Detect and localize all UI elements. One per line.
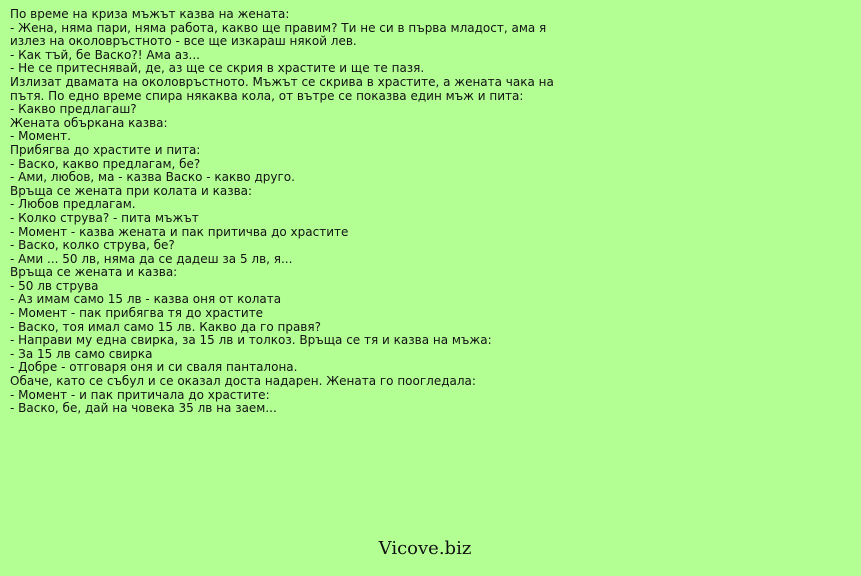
joke-line: Връща се жената при колата и казва:: [10, 183, 253, 198]
joke-line: - Колко струва? - пита мъжът: [10, 210, 199, 225]
joke-line: Обаче, като се събул и се оказал доста надарен. Жената го поогледала:: [10, 374, 476, 389]
joke-line: - За 15 лв само свирка: [10, 346, 153, 361]
joke-line: - Любов предлагам.: [10, 197, 136, 212]
joke-line: - Направи му една свирка, за 15 лв и толкоз. Връща се тя и казва на мъжа:: [10, 333, 492, 348]
joke-line: - Васко, тоя имал само 15 лв. Какво да го правя?: [10, 319, 321, 334]
joke-line: - Васко, колко струва, бе?: [10, 238, 175, 253]
joke-line: - 50 лв струва: [10, 278, 99, 293]
joke-line: - Ами, любов, ма - казва Васко - какво друго.: [10, 170, 295, 185]
joke-line: Прибягва до храстите и пита:: [10, 142, 201, 157]
joke-line: Излизат двамата на околовръстното. Мъжът се скрива в храстите, а жената чака на пътя. По едно време спира някаква кола, от вътре се показва един мъж и пита:: [10, 74, 554, 103]
joke-line: - Не се притеснявай, де, аз ще се скрия в храстите и ще те пазя.: [10, 61, 425, 76]
joke-line: - Жена, няма пари, няма работа, какво ще правим? Ти не си в първа младост, ама я излез на околовръстното - все ще изкараш някой лев.: [10, 20, 547, 49]
joke-line: Връща се жената и казва:: [10, 265, 178, 280]
joke-line: - Какво предлагаш?: [10, 102, 137, 117]
joke-line: - Момент - казва жената и пак притичва до храстите: [10, 224, 349, 239]
joke-line: Жената объркана казва:: [10, 115, 168, 130]
joke-line: - Ами ... 50 лв, няма да се дадеш за 5 лв, я...: [10, 251, 293, 266]
joke-line: - Аз имам само 15 лв - казва оня от колата: [10, 292, 282, 307]
joke-line: - Васко, какво предлагам, бе?: [10, 156, 201, 171]
joke-line: - Васко, бе, дай на човека 35 лв на заем...: [10, 401, 277, 416]
joke-line: По време на криза мъжът казва на жената:: [10, 7, 290, 21]
site-watermark: Vicove.biz: [378, 538, 472, 559]
joke-line: - Момент.: [10, 129, 71, 144]
joke-line: - Добре - отговаря оня и си сваля панталона.: [10, 360, 298, 375]
joke-line: - Момент - и пак притичала до храстите:: [10, 387, 270, 402]
joke-text: [10, 8, 570, 416]
joke-line: - Момент - пак прибягва тя до храстите: [10, 306, 264, 321]
joke-line: - Как тъй, бе Васко?! Ама аз...: [10, 47, 200, 62]
